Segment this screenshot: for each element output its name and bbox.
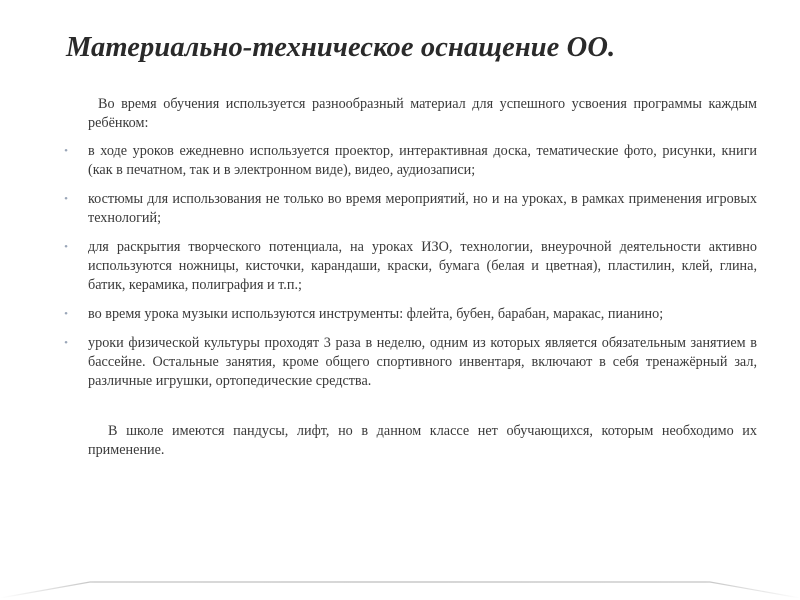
- bullet-item: [64, 238, 757, 295]
- bullet-text: для раскрытия творческого потенциала, на уроках ИЗО, технологии, внеурочной деятельности активно используются ножницы, кисточки, карандаши, краски, бумага (белая и цветная), пластилин, клей, глина, батик, керамика, полиграфия и т.п.;: [88, 239, 757, 293]
- bullet-item: [64, 190, 757, 228]
- bullet-item: [64, 334, 757, 391]
- bullet-dot-icon: •: [64, 337, 68, 349]
- intro-paragraph: Во время обучения используется разнообразный материал для успешного усвоения программы каждым ребёнком:: [88, 96, 757, 131]
- bullet-text: уроки физической культуры проходят 3 раза в неделю, одним из которых является обязательным занятием в бассейне. Остальные занятия, кроме общего спортивного инвентаря, включают в себя тренажёрный зал, различные игрушки, ортопедические средства.: [88, 335, 757, 389]
- bullet-dot-icon: •: [64, 193, 68, 205]
- slide-content: [64, 95, 757, 460]
- bullet-item: [64, 305, 757, 324]
- bullet-item: [64, 142, 757, 180]
- slide-title: Материально-техническое оснащение ОО.: [66, 32, 616, 63]
- bullet-list: [64, 142, 757, 391]
- bullet-text: костюмы для использования не только во время мероприятий, но и на уроках, в рамках применения игровых технологий;: [88, 191, 757, 226]
- bullet-dot-icon: •: [64, 241, 68, 253]
- decorative-bottom-line: [0, 578, 800, 600]
- bullet-text: во время урока музыки используются инструменты: флейта, бубен, барабан, маракас, пианино;: [88, 306, 664, 322]
- bullet-text: в ходе уроков ежедневно используется проектор, интерактивная доска, тематические фото, рисунки, книги (как в печатном, так и в электронном виде), видео, аудиозаписи;: [88, 143, 757, 178]
- bullet-dot-icon: •: [64, 308, 68, 320]
- bullet-dot-icon: •: [64, 145, 68, 157]
- closing-paragraph: В школе имеются пандусы, лифт, но в данном классе нет обучающихся, которым необходимо их применение.: [88, 423, 757, 458]
